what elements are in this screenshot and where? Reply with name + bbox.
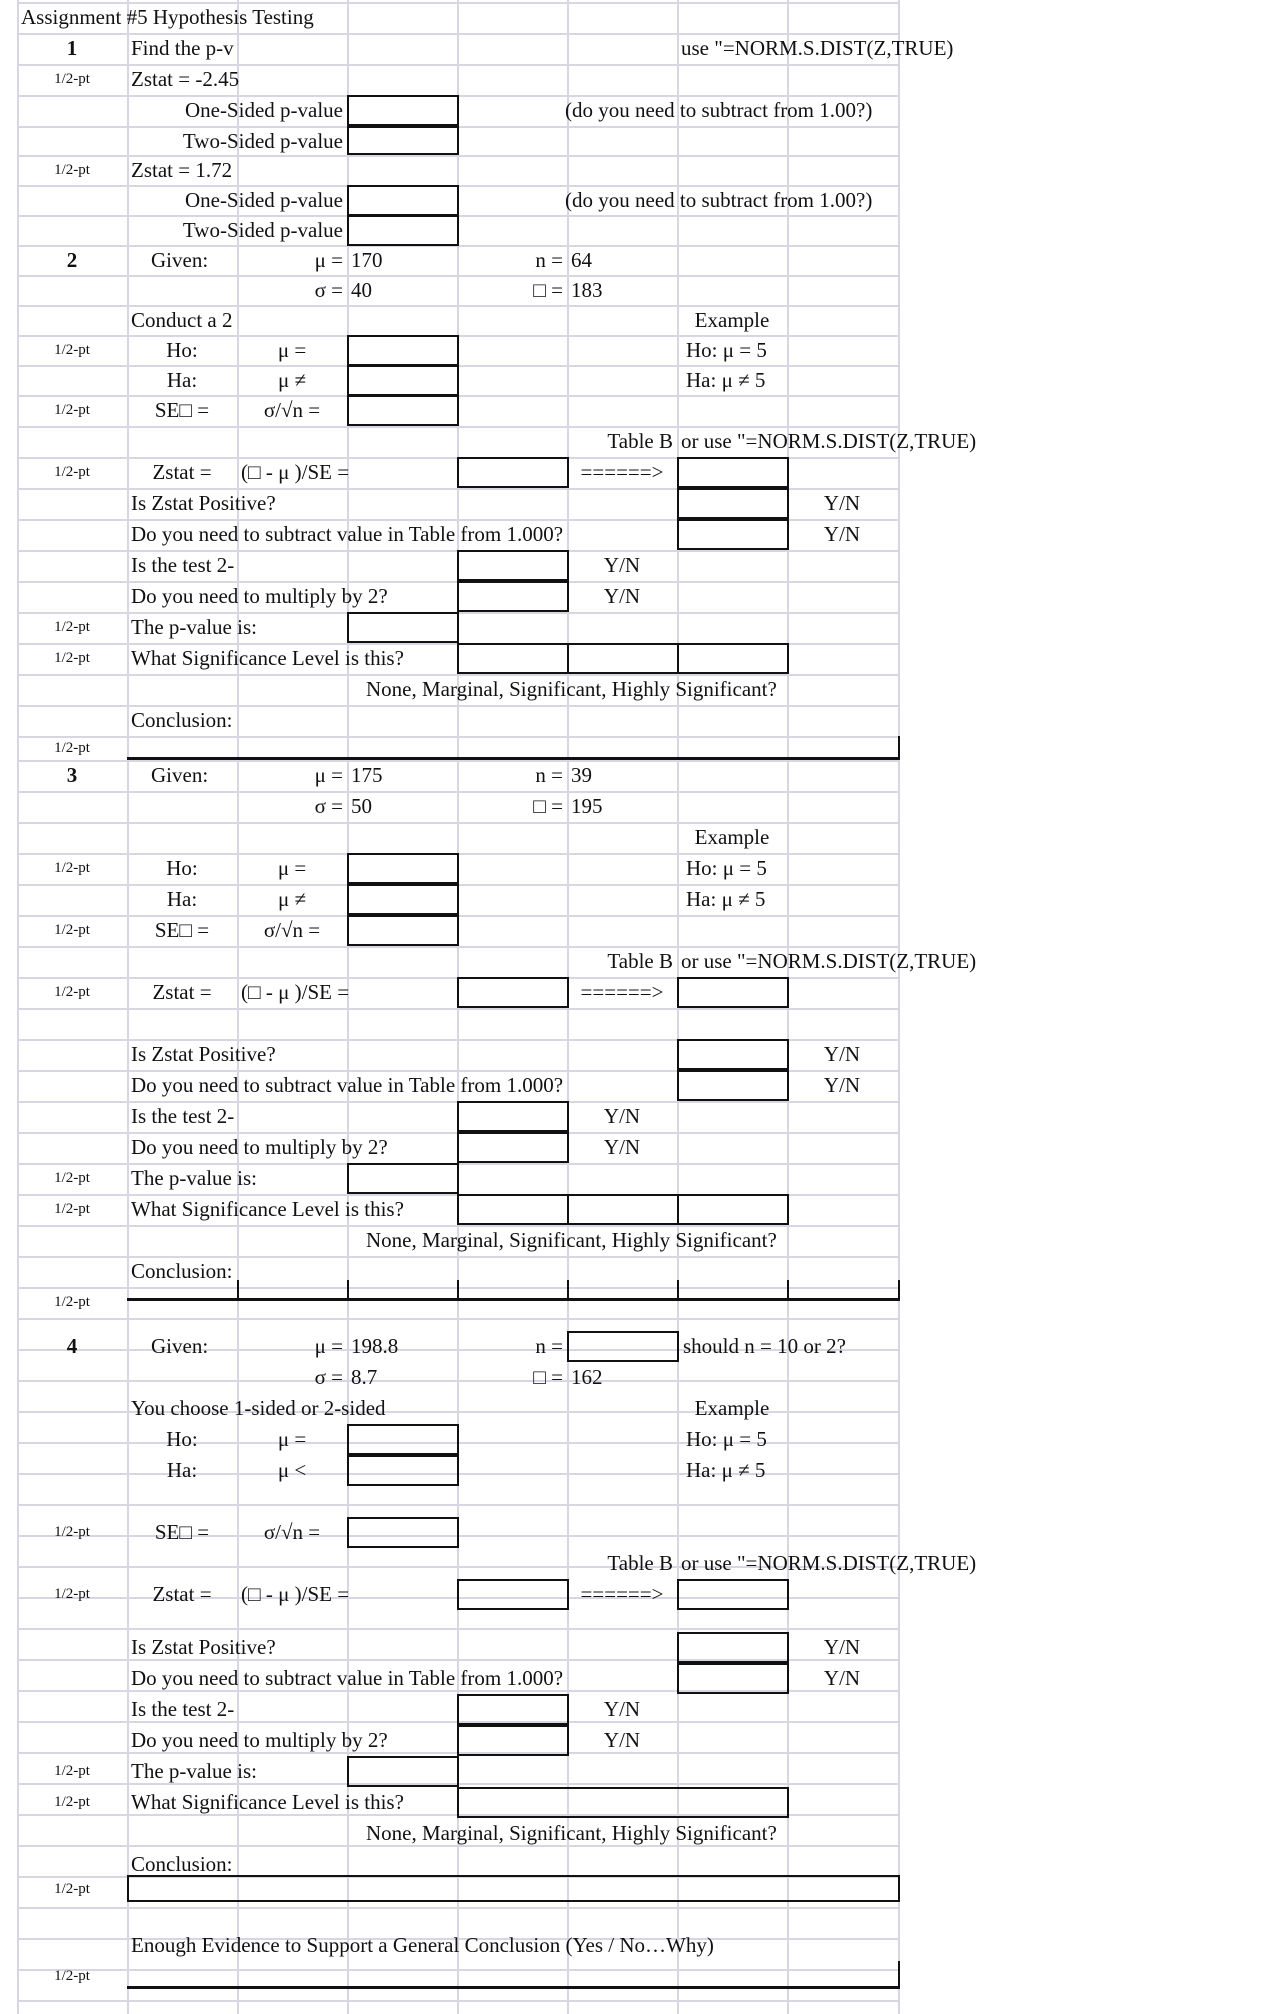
zstat-formula: (□ - μ )/SE = [241, 1582, 350, 1606]
points-label: 1/2-pt [54, 1763, 90, 1779]
ho-input[interactable] [347, 1424, 459, 1455]
is-positive-label: Is Zstat Positive? [131, 1635, 276, 1659]
se-input[interactable] [347, 915, 459, 946]
given-label: Given: [151, 1334, 209, 1358]
ho-input[interactable] [347, 335, 459, 366]
page-title: Assignment #5 Hypothesis Testing [21, 5, 314, 29]
yn-label: Y/N [823, 1073, 861, 1097]
yn-label: Y/N [603, 553, 641, 577]
norm-dist-hint: or use "=NORM.S.DIST(Z,TRUE) [681, 1551, 977, 1575]
n-label: n = [535, 763, 563, 787]
n-value: 39 [571, 763, 592, 787]
example-ha: Ha: μ ≠ 5 [686, 1458, 766, 1482]
points-label: 1/2-pt [54, 650, 90, 666]
subtract-input[interactable] [677, 1070, 789, 1101]
one-sided-input[interactable] [347, 185, 459, 216]
subtract-table-label: Do you need to subtract value in Table from 1.000? [131, 1073, 564, 1097]
question-number: 3 [66, 763, 78, 787]
subtract-hint: (do you need to subtract from 1.00?) [565, 188, 873, 212]
yn-label: Y/N [603, 1728, 641, 1752]
ho-mu: μ = [277, 856, 307, 880]
sigma-label: σ = [314, 278, 343, 302]
points-label: 1/2-pt [54, 984, 90, 1000]
conclusion-input[interactable] [127, 1298, 900, 1301]
mu-label: μ = [314, 763, 343, 787]
one-sided-label: One-Sided p-value [184, 188, 343, 212]
one-sided-label: One-Sided p-value [184, 98, 343, 122]
given-label: Given: [151, 248, 209, 272]
two-sided-test-label: Is the test 2- [131, 553, 235, 577]
ha-label: Ha: [166, 368, 198, 392]
example-label: Example [694, 1396, 770, 1420]
yn-label: Y/N [823, 1042, 861, 1066]
mu-value: 170 [351, 248, 383, 272]
sig-level-label: What Significance Level is this? [131, 646, 404, 670]
ha-mu: μ < [277, 1458, 307, 1482]
ho-mu: μ = [277, 338, 307, 362]
sig-level-options: None, Marginal, Significant, Highly Significant? [366, 1821, 777, 1845]
ha-label: Ha: [166, 887, 198, 911]
points-label: 1/2-pt [54, 342, 90, 358]
example-label: Example [694, 308, 770, 332]
sigma-value: 50 [351, 794, 372, 818]
zstat-label: Zstat = [152, 460, 212, 484]
q1-zstat-a: Zstat = -2.45 [131, 67, 240, 91]
multiply-label: Do you need to multiply by 2? [131, 1728, 388, 1752]
two-sided-label: Two-Sided p-value [182, 218, 343, 242]
xbar-label: □ = [533, 278, 563, 302]
pvalue-input[interactable] [347, 1756, 459, 1787]
question-number: 2 [66, 248, 78, 272]
points-label: 1/2-pt [54, 1294, 90, 1310]
example-ho: Ho: μ = 5 [686, 1427, 767, 1451]
n-hint: should n = 10 or 2? [683, 1334, 846, 1358]
points-label: 1/2-pt [54, 922, 90, 938]
example-label: Example [694, 825, 770, 849]
points-label: 1/2-pt [54, 860, 90, 876]
example-ha: Ha: μ ≠ 5 [686, 887, 766, 911]
two-sided-test-input[interactable] [457, 1694, 569, 1725]
q1-header-row [0, 33, 1284, 64]
table-b-label: Table B [607, 1551, 673, 1575]
n-input[interactable] [567, 1331, 679, 1362]
two-sided-input[interactable] [347, 126, 459, 155]
yn-label: Y/N [823, 1666, 861, 1690]
ha-mu: μ ≠ [277, 368, 307, 392]
arrow: ======> [580, 460, 664, 484]
xbar-value: 183 [571, 278, 603, 302]
points-label: 1/2-pt [54, 619, 90, 635]
xbar-value: 162 [571, 1365, 603, 1389]
sig-level-label: What Significance Level is this? [131, 1790, 404, 1814]
table-b-label: Table B [607, 949, 673, 973]
example-ho: Ho: μ = 5 [686, 338, 767, 362]
zstat-label: Zstat = [152, 1582, 212, 1606]
two-sided-test-label: Is the test 2- [131, 1697, 235, 1721]
sigma-value: 40 [351, 278, 372, 302]
se-label: SE□ = [154, 398, 210, 422]
yn-label: Y/N [603, 1697, 641, 1721]
is-positive-input[interactable] [677, 1632, 789, 1663]
points-label: 1/2-pt [54, 1524, 90, 1540]
is-positive-input[interactable] [677, 1039, 789, 1070]
subtract-table-label: Do you need to subtract value in Table from 1.000? [131, 522, 564, 546]
conclusion-input[interactable] [127, 1875, 900, 1902]
pvalue-input[interactable] [347, 1163, 459, 1194]
example-ho: Ho: μ = 5 [686, 856, 767, 880]
table-value-input[interactable] [677, 1579, 789, 1610]
sigma-label: σ = [314, 1365, 343, 1389]
points-label: 1/2-pt [54, 1201, 90, 1217]
choose-sided-label: You choose 1-sided or 2-sided [131, 1396, 386, 1420]
q1-zstat-b: Zstat = 1.72 [131, 158, 233, 182]
se-label: SE□ = [154, 918, 210, 942]
ho-label: Ho: [166, 1427, 198, 1451]
one-sided-input[interactable] [347, 95, 459, 126]
title-row [0, 2, 1284, 33]
se-input[interactable] [347, 1517, 459, 1548]
points-label: 1/2-pt [54, 1170, 90, 1186]
two-sided-label: Two-Sided p-value [182, 129, 343, 153]
is-positive-label: Is Zstat Positive? [131, 491, 276, 515]
se-formula: σ/√n = [263, 398, 321, 422]
se-formula: σ/√n = [263, 918, 321, 942]
sig-level-input[interactable] [457, 1787, 789, 1818]
ha-label: Ha: [166, 1458, 198, 1482]
sig-level-input[interactable] [457, 1194, 569, 1225]
points-label: 1/2-pt [54, 162, 90, 178]
pvalue-label: The p-value is: [131, 615, 257, 639]
is-positive-input[interactable] [677, 488, 789, 519]
zstat-formula: (□ - μ )/SE = [241, 460, 350, 484]
points-label: 1/2-pt [54, 1794, 90, 1810]
is-positive-label: Is Zstat Positive? [131, 1042, 276, 1066]
ha-input[interactable] [347, 365, 459, 396]
xbar-label: □ = [533, 794, 563, 818]
two-sided-input[interactable] [347, 215, 459, 246]
question-number: 4 [66, 1334, 78, 1358]
points-label: 1/2-pt [54, 464, 90, 480]
zstat-input[interactable] [457, 977, 569, 1008]
subtract-input[interactable] [677, 1663, 789, 1694]
q1-prompt: Find the p-v [131, 36, 234, 60]
mu-value: 198.8 [351, 1334, 399, 1358]
sig-level-input[interactable] [677, 643, 789, 674]
conclusion-label: Conclusion: [131, 1259, 233, 1283]
ho-label: Ho: [166, 856, 198, 880]
norm-dist-hint: or use "=NORM.S.DIST(Z,TRUE) [681, 429, 977, 453]
given-label: Given: [151, 763, 209, 787]
yn-label: Y/N [823, 491, 861, 515]
ho-mu: μ = [277, 1427, 307, 1451]
ha-input[interactable] [347, 884, 459, 915]
yn-label: Y/N [603, 584, 641, 608]
points-label: 1/2-pt [54, 71, 90, 87]
sig-level-input[interactable] [567, 1194, 679, 1225]
points-label: 1/2-pt [54, 1586, 90, 1602]
ho-input[interactable] [347, 853, 459, 884]
mu-value: 175 [351, 763, 383, 787]
subtract-input[interactable] [677, 519, 789, 550]
conclusion-label: Conclusion: [131, 708, 233, 732]
zstat-label: Zstat = [152, 980, 212, 1004]
subtract-hint: (do you need to subtract from 1.00?) [565, 98, 873, 122]
question-number: 1 [66, 36, 78, 60]
sigma-label: σ = [314, 794, 343, 818]
sigma-value: 8.7 [351, 1365, 378, 1389]
mu-label: μ = [314, 248, 343, 272]
general-conclusion-input[interactable] [127, 1986, 900, 1989]
arrow: ======> [580, 980, 664, 1004]
n-label: n = [535, 248, 563, 272]
subtract-table-label: Do you need to subtract value in Table from 1.000? [131, 1666, 564, 1690]
points-label: 1/2-pt [54, 1968, 90, 1984]
n-value: 64 [571, 248, 592, 272]
sig-level-input[interactable] [677, 1194, 789, 1225]
yn-label: Y/N [603, 1135, 641, 1159]
two-sided-test-label: Is the test 2- [131, 1104, 235, 1128]
zstat-input[interactable] [457, 1579, 569, 1610]
table-value-input[interactable] [677, 977, 789, 1008]
sig-level-input[interactable] [457, 643, 569, 674]
points-label: 1/2-pt [54, 740, 90, 756]
arrow: ======> [580, 1582, 664, 1606]
two-sided-test-input[interactable] [457, 550, 569, 581]
ho-label: Ho: [166, 338, 198, 362]
conduct-label: Conduct a 2 [131, 308, 233, 332]
se-label: SE□ = [154, 1520, 210, 1544]
xbar-label: □ = [533, 1365, 563, 1389]
sig-level-label: What Significance Level is this? [131, 1197, 404, 1221]
q1-hint: use "=NORM.S.DIST(Z,TRUE) [681, 36, 954, 60]
points-label: 1/2-pt [54, 402, 90, 418]
xbar-value: 195 [571, 794, 603, 818]
n-label: n = [535, 1334, 563, 1358]
pvalue-input[interactable] [347, 612, 459, 643]
general-conclusion-label: Enough Evidence to Support a General Conclusion (Yes / No…Why) [131, 1933, 714, 1957]
ha-input[interactable] [347, 1455, 459, 1486]
yn-label: Y/N [603, 1104, 641, 1128]
mu-label: μ = [314, 1334, 343, 1358]
multiply-label: Do you need to multiply by 2? [131, 584, 388, 608]
se-input[interactable] [347, 395, 459, 426]
pvalue-label: The p-value is: [131, 1759, 257, 1783]
norm-dist-hint: or use "=NORM.S.DIST(Z,TRUE) [681, 949, 977, 973]
conclusion-label: Conclusion: [131, 1852, 233, 1876]
multiply-label: Do you need to multiply by 2? [131, 1135, 388, 1159]
zstat-input[interactable] [457, 457, 569, 488]
points-label: 1/2-pt [54, 1881, 90, 1897]
zstat-formula: (□ - μ )/SE = [241, 980, 350, 1004]
multiply-input[interactable] [457, 581, 569, 612]
yn-label: Y/N [823, 522, 861, 546]
sig-level-options: None, Marginal, Significant, Highly Significant? [366, 1228, 777, 1252]
pvalue-label: The p-value is: [131, 1166, 257, 1190]
multiply-input[interactable] [457, 1132, 569, 1163]
yn-label: Y/N [823, 1635, 861, 1659]
ha-mu: μ ≠ [277, 887, 307, 911]
two-sided-test-input[interactable] [457, 1101, 569, 1132]
example-ha: Ha: μ ≠ 5 [686, 368, 766, 392]
table-value-input[interactable] [677, 457, 789, 488]
sig-level-options: None, Marginal, Significant, Highly Significant? [366, 677, 777, 701]
se-formula: σ/√n = [263, 1520, 321, 1544]
table-b-label: Table B [607, 429, 673, 453]
multiply-input[interactable] [457, 1725, 569, 1756]
sig-level-input[interactable] [567, 643, 679, 674]
